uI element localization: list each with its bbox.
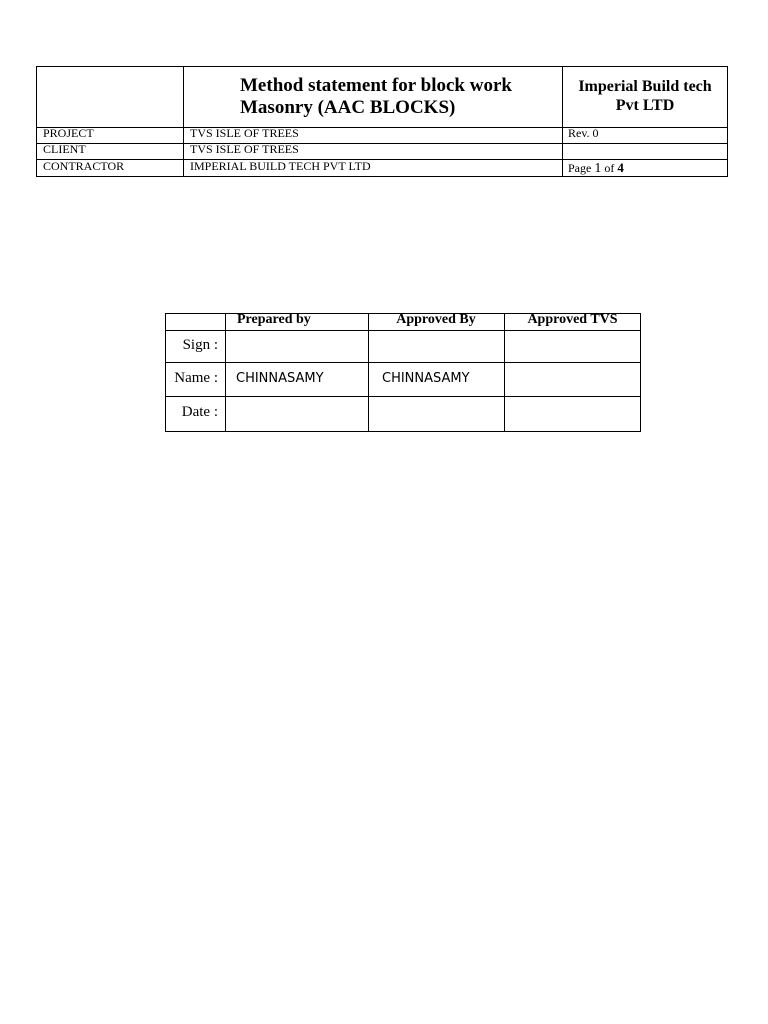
document-title: Method statement for block work Masonry (AAC BLOCKS) <box>240 75 512 118</box>
sign-label: Sign : <box>182 337 218 353</box>
client-label: CLIENT <box>43 142 86 156</box>
divider <box>165 362 641 363</box>
date-label: Date : <box>181 404 218 420</box>
contractor-label: CONTRACTOR <box>43 159 125 173</box>
divider <box>36 127 728 128</box>
company-name: Imperial Build tech Pvt LTD <box>578 78 712 114</box>
revision: Rev. 0 <box>568 126 599 140</box>
prepared-by-name: CHINNASAMY <box>236 371 324 386</box>
column-prepared-by: Prepared by <box>237 312 311 327</box>
client-value: TVS ISLE OF TREES <box>190 142 299 156</box>
approved-by-name: CHINNASAMY <box>382 371 470 386</box>
project-label: PROJECT <box>43 126 94 140</box>
divider <box>165 396 641 397</box>
divider <box>165 330 641 331</box>
divider <box>36 159 728 160</box>
divider <box>183 66 184 177</box>
project-value: TVS ISLE OF TREES <box>190 126 299 140</box>
page-number: Page 1 of 4 <box>568 160 624 176</box>
column-approved-tvs: Approved TVS <box>527 312 618 327</box>
divider <box>36 143 728 144</box>
name-label: Name : <box>174 370 218 386</box>
contractor-value: IMPERIAL BUILD TECH PVT LTD <box>190 159 371 173</box>
column-approved-by: Approved By <box>396 312 476 327</box>
